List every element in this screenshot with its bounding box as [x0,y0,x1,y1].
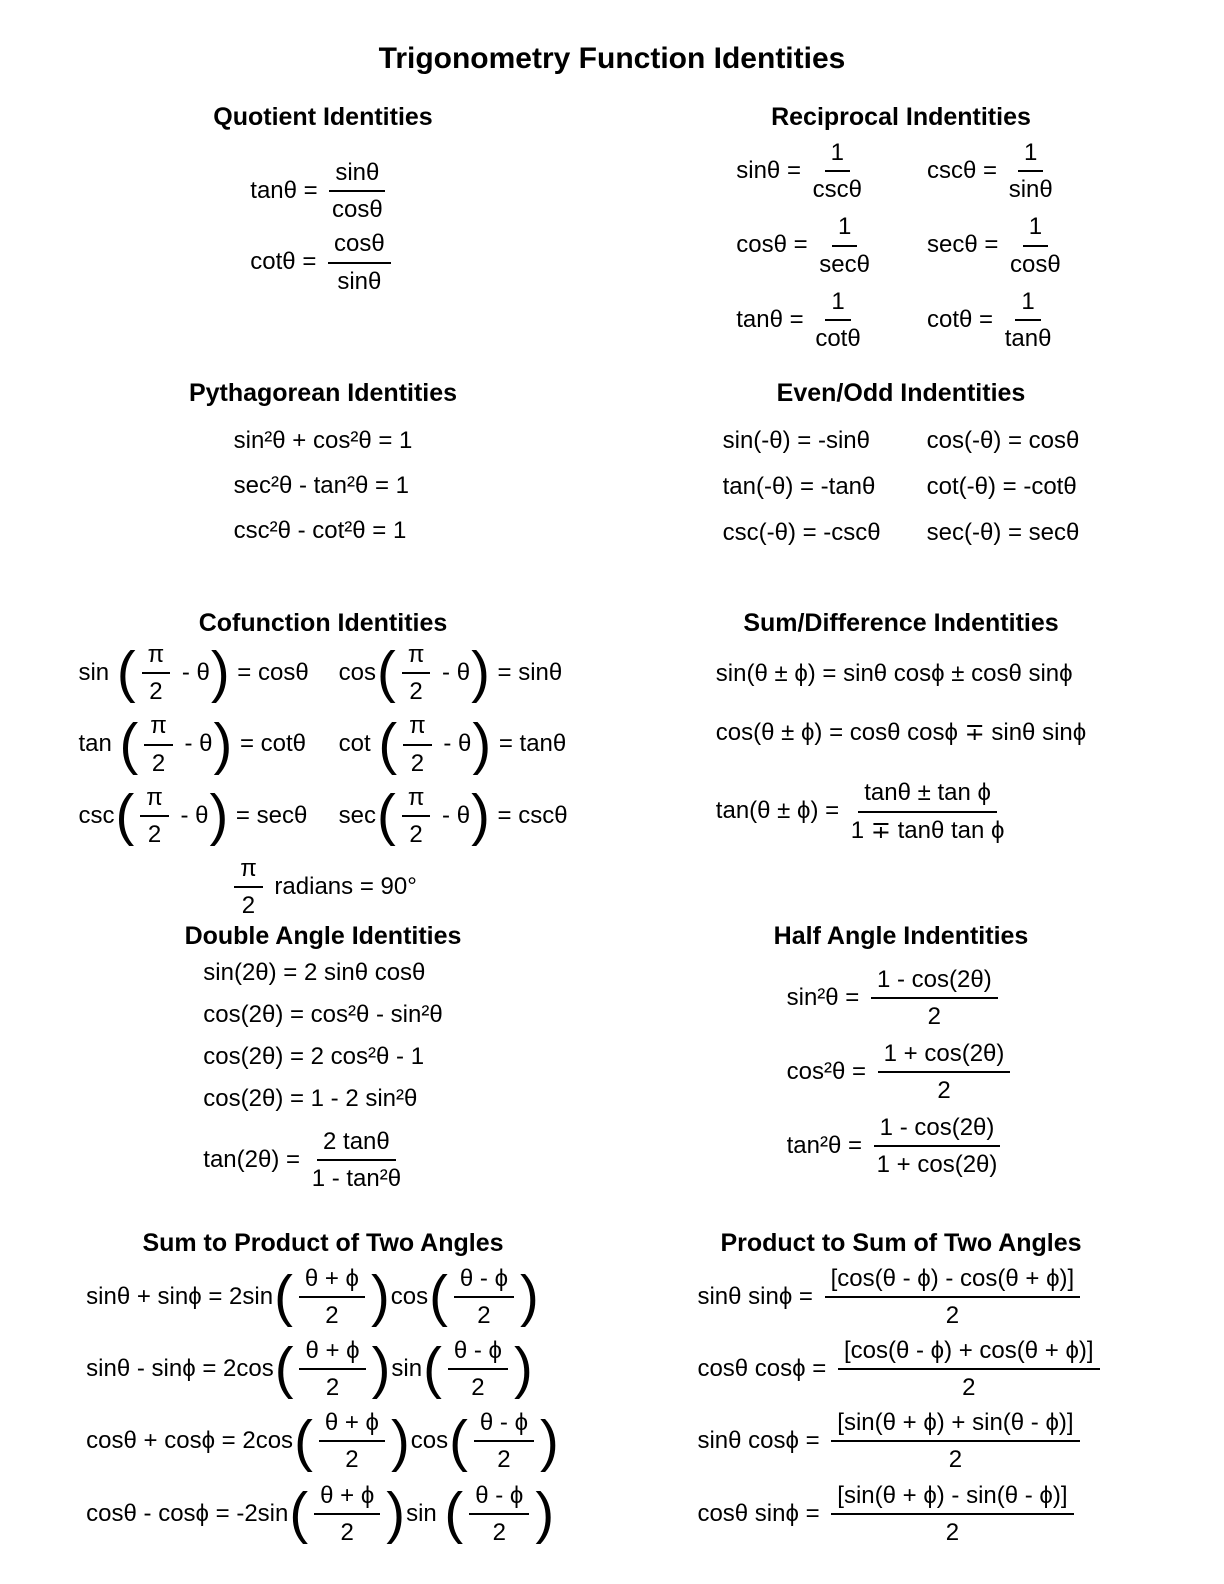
denominator: 2 [945,1518,960,1546]
fraction [312,1125,401,1194]
formula-prod2sum-sin-cos [697,1406,1084,1475]
formula-sum-diff-cos [716,717,1086,748]
even-odd-formula-grid [612,425,1190,549]
formula-sin-reciprocal [736,136,867,205]
formula-text: - θ [435,801,471,829]
formula-text: cotθ = [250,248,323,276]
fraction [851,776,1005,845]
formula-text: sinθ + sinϕ = 2sin [86,1282,274,1310]
denominator: tanθ [1004,324,1052,352]
formula-even-odd-csc [723,517,881,548]
half-angle-formula-list [787,963,1016,1181]
formula-cofunction-csc [78,781,307,850]
formula-even-odd-sin [723,425,870,456]
denominator: 1 + cos(2θ) [876,1151,998,1179]
numerator: 1 [1018,136,1043,172]
fraction [142,638,171,707]
formula-cofunction-sec [339,781,568,850]
denominator: 2 [962,1374,976,1402]
fraction [831,1479,1073,1548]
denominator: cosθ [332,196,383,224]
formula-text: sin(-θ) = -sinθ [722,427,870,454]
formula-text: cos [390,1282,429,1310]
fraction [1010,210,1061,279]
open-paren: ( [289,1480,309,1544]
formula-text: = sinθ [490,659,563,687]
fraction [469,1479,529,1548]
heading-half-angle: Half Angle Indentities [773,921,1029,950]
formula-pythagorean-sec-tan [234,470,409,501]
formula-prod2sum-cos-sin [697,1479,1078,1548]
formula-prod2sum-cos-cos [697,1334,1104,1403]
formula-text: cos²θ = [786,1057,873,1085]
formula-text: sin(θ ± ϕ) = sinθ cosϕ ± cosθ sinϕ [715,660,1073,687]
open-paren: ( [294,1408,313,1472]
open-paren: ( [116,640,136,704]
formula-sum2prod-cos-minus [86,1479,555,1548]
formula-text: tan²θ = [786,1132,869,1160]
formula-text: sin²θ = [786,983,866,1011]
numerator: [sin(θ + ϕ) + sin(θ - ϕ)] [831,1406,1079,1442]
formula-text: cot(-θ) = -cotθ [926,473,1077,501]
formula-text: sinθ sinϕ = [697,1282,820,1310]
formula-text: = cscθ [490,801,568,829]
close-paren: ) [471,783,490,847]
numerator: 1 [825,285,850,321]
formula-text: sinθ - sinϕ = 2cos [86,1354,274,1382]
close-paren: ) [390,1408,410,1472]
numerator: 2 tanθ [317,1125,396,1161]
formula-csc-reciprocal [927,136,1058,205]
formula-pi-over-2-radians [229,852,417,921]
formula-text: tan(-θ) = -tanθ [722,473,876,501]
close-paren: ) [386,1480,406,1544]
sections-grid [34,103,1190,1548]
fraction [234,852,263,921]
denominator: 2 [409,678,423,706]
formula-text: - θ [173,801,209,829]
formula-tan-reciprocal [736,285,865,354]
numerator: 1 [1023,210,1048,246]
fraction [140,781,169,850]
denominator: cotθ [815,324,861,352]
fraction [1009,136,1053,205]
open-paren: ( [377,640,396,704]
formula-text: sec(-θ) = secθ [926,519,1080,547]
formula-half-cos [787,1037,1016,1106]
sum-difference-formula-list [716,658,1086,846]
heading-double-angle: Double Angle Identities [184,921,462,950]
formula-text: cosθ = [736,231,815,259]
denominator: cosθ [1010,250,1061,278]
formula-pythagorean-csc-cot [234,515,407,546]
fraction [819,210,870,279]
formula-text: csc [78,801,115,829]
open-paren: ( [377,783,396,847]
formula-text: = cotθ [233,730,307,758]
numerator: θ - ϕ [454,1262,514,1298]
fraction [329,156,385,225]
formula-text: csc²θ - cot²θ = 1 [233,517,407,545]
fraction [878,1037,1011,1106]
fraction [299,1262,365,1331]
numerator: 1 - cos(2θ) [871,963,998,999]
cofunction-formula-grid [34,638,612,850]
formula-text: sec [338,801,377,829]
fraction [838,1334,1100,1403]
denominator: 2 [340,1518,354,1546]
formula-text: cotθ = [927,305,1000,333]
formula-text: sinθ cosϕ = [697,1427,827,1455]
fraction [1005,285,1052,354]
formula-text: - θ [436,730,472,758]
formula-text: cosθ sinϕ = [697,1499,827,1527]
formula-text: tan [78,730,119,758]
heading-product-to-sum: Product to Sum of Two Angles [720,1228,1082,1257]
numerator: θ + ϕ [299,1262,365,1298]
numerator: 1 [1015,285,1040,321]
open-paren: ( [274,1263,293,1327]
open-paren: ( [119,711,139,775]
close-paren: ) [371,1336,391,1400]
fraction [474,1406,534,1475]
denominator: secθ [819,250,870,278]
close-paren: ) [213,711,233,775]
numerator: 1 [825,136,850,172]
formula-double-cos-3 [203,1083,417,1114]
formula-text: secθ = [927,231,1006,259]
numerator: θ - ϕ [469,1479,529,1515]
formula-text: sin²θ + cos²θ = 1 [233,427,413,454]
fraction [328,227,391,296]
heading-sum-to-product: Sum to Product of Two Angles [142,1228,504,1257]
denominator: 2 [151,749,166,777]
formula-cot-reciprocal [927,285,1056,354]
numerator: tanθ ± tan ϕ [858,776,997,812]
denominator: 1 - tan²θ [311,1165,402,1193]
formula-sum-diff-sin [716,658,1073,689]
formula-text: cot [338,730,378,758]
denominator: 2 [149,678,163,706]
section-pythagorean-identities [34,379,612,609]
section-reciprocal-identities [612,103,1190,379]
formula-prod2sum-sin-sin [697,1262,1085,1331]
formula-pythagorean-sin-cos [234,425,413,456]
numerator: 1 - cos(2θ) [874,1111,1001,1147]
formula-text: cosθ + cosϕ = 2cos [86,1427,294,1455]
numerator: π [140,781,169,817]
formula-text: sec²θ - tan²θ = 1 [233,472,410,500]
open-paren: ( [115,783,135,847]
fraction [448,1334,508,1403]
numerator: π [234,852,263,888]
fraction [402,781,431,850]
heading-pythagorean: Pythagorean Identities [188,379,458,407]
formula-sum2prod-cos-plus [86,1406,560,1475]
section-quotient-identities [34,103,612,379]
denominator: 2 [471,1374,485,1402]
formula-text: sin [78,659,116,687]
formula-text: tan(2θ) = [203,1146,307,1174]
numerator: [sin(θ + ϕ) - sin(θ - ϕ)] [831,1479,1073,1515]
fraction [454,1262,514,1331]
open-paren: ( [429,1263,448,1327]
denominator: 2 [927,1002,942,1030]
denominator: 2 [325,1374,340,1402]
formula-cofunction-tan [78,709,306,778]
fraction [402,638,431,707]
formula-tan-quotient [250,156,390,225]
section-product-to-sum [612,1229,1190,1549]
formula-even-odd-cot [927,471,1077,502]
formula-text: csc(-θ) = -cscθ [722,519,881,547]
denominator: 2 [937,1077,951,1105]
formula-text: tan(θ ± ϕ) = [715,797,846,825]
fraction [813,136,862,205]
close-paren: ) [514,1336,533,1400]
formula-text: - θ [177,730,213,758]
numerator: [cos(θ - ϕ) + cos(θ + ϕ)] [838,1334,1100,1370]
denominator: sinθ [337,267,382,295]
close-paren: ) [370,1263,390,1327]
denominator: 2 [345,1446,359,1474]
open-paren: ( [423,1336,442,1400]
fraction [314,1479,380,1548]
numerator: θ + ϕ [299,1334,365,1370]
page-title: Trigonometry Function Identities [378,42,846,75]
denominator: 2 [241,892,256,920]
formula-double-tan [203,1125,406,1194]
numerator: π [402,781,431,817]
open-paren: ( [378,711,398,775]
formula-text: cos(2θ) = 1 - 2 sin²θ [203,1085,418,1113]
formula-text: cos(-θ) = cosθ [926,427,1080,454]
formula-text: sin [406,1499,444,1527]
formula-text: cos [338,659,377,687]
numerator: θ - ϕ [448,1334,508,1370]
section-double-angle-identities [34,922,612,1229]
formula-text: = cosθ [230,659,309,687]
numerator: [cos(θ - ϕ) - cos(θ + ϕ)] [825,1262,1081,1298]
denominator: 2 [477,1301,491,1329]
fraction [144,709,173,778]
fraction [874,1111,1001,1180]
formula-text: radians = 90° [267,873,417,901]
sum-to-product-formula-list [86,1262,560,1549]
denominator: 2 [410,749,425,777]
close-paren: ) [209,783,229,847]
formula-sum2prod-sin-plus [86,1262,540,1331]
close-paren: ) [535,1480,555,1544]
denominator: 2 [492,1518,506,1546]
reciprocal-formula-grid [612,136,1190,354]
numerator: π [403,709,432,745]
fraction [403,709,432,778]
formula-half-tan [787,1111,1006,1180]
formula-text: cos(θ ± ϕ) = cosθ cosϕ ∓ sinθ sinϕ [715,719,1087,747]
formula-double-cos-2 [203,1041,424,1072]
formula-even-odd-tan [723,471,876,502]
section-half-angle-identities [612,922,1190,1229]
heading-cofunction: Cofunction Identities [198,609,448,637]
close-paren: ) [471,640,490,704]
cofunction-note-row [34,852,612,921]
formula-cofunction-cot [339,709,567,778]
formula-cot-quotient [250,227,395,296]
formula-cos-reciprocal [736,210,875,279]
fraction [871,963,998,1032]
formula-text: = tanθ [492,730,567,758]
formula-text: sinθ = [736,157,808,185]
denominator: cscθ [812,176,862,204]
formula-text: tanθ = [250,177,325,205]
formula-text: - θ [175,659,210,687]
denominator: 1 ∓ tanθ tan ϕ [850,816,1005,844]
numerator: θ + ϕ [319,1406,385,1442]
close-paren: ) [210,640,230,704]
open-paren: ( [449,1408,468,1472]
formula-text: tanθ = [736,305,811,333]
formula-text: cscθ = [927,157,1004,185]
denominator: sinθ [1008,176,1053,204]
denominator: 2 [147,820,162,848]
denominator: 2 [948,1446,963,1474]
section-cofunction-identities [34,609,612,922]
fraction [319,1406,385,1475]
pythagorean-formula-list [234,425,413,547]
fraction [299,1334,365,1403]
formula-sec-reciprocal [927,210,1066,279]
heading-sum-difference: Sum/Difference Indentities [743,609,1059,637]
formula-double-sin [203,957,425,988]
denominator: 2 [409,820,423,848]
denominator: 2 [497,1446,511,1474]
formula-text: cosθ - cosϕ = -2sin [86,1499,289,1527]
product-to-sum-formula-list [697,1262,1104,1549]
formula-sum-diff-tan [716,776,1010,845]
formula-half-sin [787,963,1003,1032]
formula-text: = secθ [229,801,308,829]
formula-text: sin [391,1354,423,1382]
section-sum-difference-identities [612,609,1190,922]
close-paren: ) [472,711,492,775]
numerator: π [402,638,431,674]
formula-double-cos-1 [203,999,442,1030]
formula-text: cosθ cosϕ = [697,1354,833,1382]
numerator: cosθ [328,227,391,263]
formula-text: - θ [435,659,471,687]
formula-text: cos [410,1427,449,1455]
open-paren: ( [274,1336,294,1400]
section-even-odd-identities [612,379,1190,609]
numerator: 1 + cos(2θ) [878,1037,1011,1073]
formula-cofunction-sin [78,638,308,707]
close-paren: ) [520,1263,539,1327]
formula-text: cos(2θ) = cos²θ - sin²θ [203,1000,443,1028]
numerator: π [142,638,171,674]
quotient-formula-list [250,156,395,297]
section-sum-to-product [34,1229,612,1549]
heading-even-odd: Even/Odd Indentities [776,379,1026,407]
denominator: 2 [325,1301,339,1329]
denominator: 2 [945,1301,960,1329]
formula-even-odd-sec [927,517,1080,548]
fraction [825,1262,1081,1331]
formula-text: cos(2θ) = 2 cos²θ - 1 [203,1042,425,1070]
numerator: sinθ [329,156,385,192]
close-paren: ) [540,1408,559,1472]
numerator: 1 [832,210,857,246]
numerator: π [144,709,173,745]
fraction [831,1406,1079,1475]
formula-cofunction-cos [339,638,563,707]
formula-even-odd-cos [927,425,1080,456]
numerator: θ - ϕ [474,1406,534,1442]
formula-text: sin(2θ) = 2 sinθ cosθ [203,958,426,986]
formula-sum2prod-sin-minus [86,1334,534,1403]
numerator: θ + ϕ [314,1479,380,1515]
open-paren: ( [444,1480,464,1544]
heading-quotient: Quotient Identities [213,103,433,131]
double-angle-formula-list [203,957,442,1195]
fraction [815,285,860,354]
heading-reciprocal: Reciprocal Indentities [771,103,1031,131]
